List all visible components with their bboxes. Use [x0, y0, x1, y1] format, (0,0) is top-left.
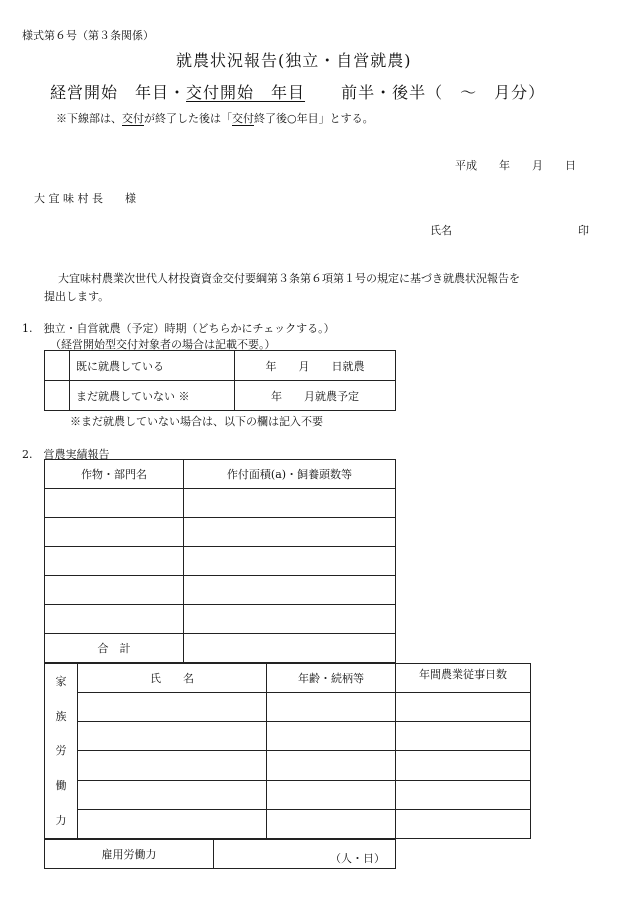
family-days-cell[interactable] [396, 751, 531, 780]
hired-labor-value[interactable] [214, 840, 396, 869]
family-labor-label [45, 664, 78, 839]
crop-cell[interactable] [45, 576, 184, 605]
subtitle [50, 80, 545, 103]
hired-labor-unit: （人・日） [330, 852, 385, 865]
note-middle: が終了した後は「 [144, 112, 232, 125]
hired-labor-label: 雇用労働力 [45, 840, 214, 869]
family-days-cell[interactable] [396, 693, 531, 722]
family-labor-table [44, 663, 531, 839]
note-suffix: 終了後○年目」とする。 [254, 112, 374, 125]
family-age-cell[interactable] [267, 751, 396, 780]
checkbox-already-farming[interactable] [45, 351, 70, 381]
value-already-farming[interactable]: 年 月 日就農 [235, 351, 396, 381]
body-text-line2: 提出します。 [44, 290, 110, 303]
days-header: 年間農業従事日数 [396, 664, 531, 693]
crop-table [44, 459, 396, 663]
total-value[interactable] [184, 634, 396, 663]
underline-note [56, 110, 374, 126]
crop-cell[interactable] [45, 547, 184, 576]
area-cell[interactable] [184, 576, 396, 605]
total-label: 合 計 [45, 634, 184, 663]
family-name-cell[interactable] [78, 780, 267, 809]
family-days-cell[interactable] [396, 780, 531, 809]
family-name-cell[interactable] [78, 722, 267, 751]
section2-heading: 2. 営農実績報告 [22, 448, 110, 461]
family-labor-char: 家 [55, 674, 67, 688]
label-already-farming: 既に就農している [70, 351, 235, 381]
family-age-cell[interactable] [267, 693, 396, 722]
note-prefix: ※下線部は、 [56, 112, 122, 125]
family-days-cell[interactable] [396, 722, 531, 751]
date-line: 平成 年 月 日 [455, 159, 576, 172]
crop-header: 作物・部門名 [45, 460, 184, 489]
area-cell[interactable] [184, 518, 396, 547]
family-name-cell[interactable] [78, 693, 267, 722]
family-age-cell[interactable] [267, 722, 396, 751]
crop-cell[interactable] [45, 518, 184, 547]
family-labor-char: 力 [55, 814, 67, 828]
form-number: 様式第６号（第３条関係） [22, 29, 154, 42]
name-label: 氏名 [430, 224, 452, 237]
family-days-cell[interactable] [396, 809, 531, 838]
section1-heading: 1. 独立・自営就農（予定）時期（どちらかにチェックする。） [22, 322, 335, 335]
start-timing-table [44, 350, 396, 411]
name-header: 氏 名 [78, 664, 267, 693]
body-text-line1: 大宜味村農業次世代人材投資資金交付要綱第３条第６項第１号の規定に基づき就農状況報告を [58, 272, 520, 285]
family-age-cell[interactable] [267, 780, 396, 809]
family-labor-char: 労 [55, 744, 67, 758]
family-name-cell[interactable] [78, 809, 267, 838]
family-labor-char: 働 [55, 779, 67, 793]
seal-label: 印 [578, 224, 589, 237]
family-age-cell[interactable] [267, 809, 396, 838]
note-term2: 交付 [232, 112, 254, 125]
checkbox-not-yet-farming[interactable] [45, 381, 70, 411]
age-header: 年齢・続柄等 [267, 664, 396, 693]
area-cell[interactable] [184, 489, 396, 518]
crop-cell[interactable] [45, 489, 184, 518]
area-header: 作付面積(a)・飼養頭数等 [184, 460, 396, 489]
addressee: 大 宜 味 村 長 様 [34, 192, 136, 205]
label-not-yet-farming: まだ就農していない ※ [70, 381, 235, 411]
hired-labor-table [44, 839, 396, 869]
subtitle-part3: 前半・後半（ ～ 月分） [341, 83, 546, 102]
section1-subnote: （経営開始型交付対象者の場合は記載不要。） [50, 338, 276, 351]
subtitle-part2: 交付開始 年目 [186, 83, 306, 102]
subtitle-part1: 経営開始 年目・ [50, 83, 187, 102]
note-term: 交付 [122, 112, 144, 125]
family-name-cell[interactable] [78, 751, 267, 780]
area-cell[interactable] [184, 547, 396, 576]
page-title: 就農状況報告(独立・自営就農) [176, 51, 412, 70]
crop-cell[interactable] [45, 605, 184, 634]
value-not-yet-farming[interactable]: 年 月就農予定 [235, 381, 396, 411]
family-labor-char: 族 [55, 709, 67, 723]
section1-footnote: ※まだ就農していない場合は、以下の欄は記入不要 [70, 415, 323, 428]
area-cell[interactable] [184, 605, 396, 634]
